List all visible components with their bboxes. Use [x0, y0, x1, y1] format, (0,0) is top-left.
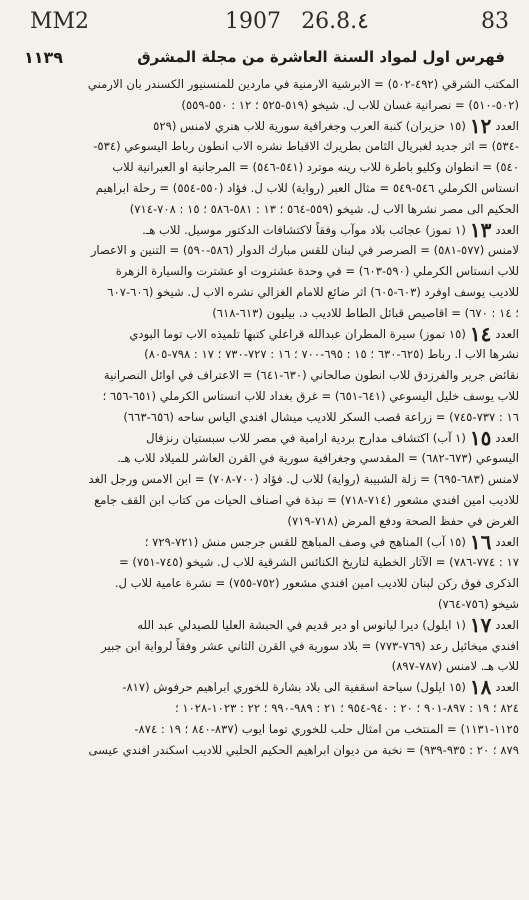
issue-label: العدد [495, 326, 519, 341]
handwritten-date: 26.8.٤ [301, 9, 369, 34]
index-line: (٥٠٢-٥١٠) = نصرانية غسان للاب ل. شيخو (٥١٩-٥٢٥ ؛ ١٢ : ٥٥٠-٥٥٩) [181, 97, 519, 112]
issue-line [8, 532, 519, 553]
issue-entry-text: (١٥ تموز) سيرة المطران عبدالله قراعلي كتبها تلميذه الاب توما البودي [129, 326, 466, 341]
index-line: ١١٢٥-١١٣١) = المنتخب من امثال حلب للخوري توما ايوب (٨٣٧-٨٤٠ ؛ ١٩ : ٨٧٤- [134, 721, 519, 736]
handwritten-shelfmark: MM2 [30, 9, 90, 34]
index-line: ١٦ : ٧٣٧-٧٤٥) = زراعة قصب السكر للاديب ميشال افندي الياس ساحه (٦٥٦-٦٦٣) [123, 409, 519, 424]
issue-entry-text: (١٥ آب) المناهج في وصف المباهج للقس جرجس منش (٧٢١-٧٢٩ ؛ [144, 534, 466, 549]
issue-entry-text: (١٥ ايلول) سياحة اسقفية الى بلاد بشارة للخوري ابراهيم حرفوش (٨١٧- [122, 680, 466, 695]
issue-number: ١٥ [469, 427, 492, 449]
index-line: افندي ميخائيل رعد (٧٦٩-٧٧٣) = بلاد سورية في القرن الثاني عشر وفقاً لرواية ابن جبير [101, 638, 519, 653]
index-line: ١٧ : ٧٧٤-٧٨٦) = الآثار الخطية لتاريخ الكنائس الشرقية للاب ل. شيخو (٧٤٥-٧٥١) = [118, 555, 519, 570]
index-line: -٥٣٤) = اثر جديد لغبريال الثامن بطريرك الاقباط نشره الاب انطون رباط اليسوعي (٥٣٤- [93, 139, 519, 154]
index-line: نشرها الاب ا. رباط (٦٢٥-٦٣٠ ؛ ١٥ : ٦٩٥-٧٠٠ ؛ ١٦ : ٧٢٧-٧٣٠ ؛ ١٧ : ٧٩٨-٨٠٥) [144, 347, 519, 362]
issue-label: العدد [495, 222, 519, 237]
issue-entry-text: (١ آب) اكتشاف مدارج بردية ارامية في مصر للاب سبستيان رنزفال [146, 430, 466, 445]
index-line: ؛ ١٤ : ٦٧٠) = اقاصيص قبائل الطاط للاديب د. بيليون (٦١٣-٦١٨) [212, 305, 519, 320]
issue-number: ١٧ [469, 614, 492, 636]
index-line: شيخو (٧٥٦-٧٦٤) [438, 596, 519, 611]
handwritten-catalog-number: 83 [481, 9, 509, 34]
issue-number: ١٣ [469, 219, 492, 241]
issue-number: ١٤ [469, 323, 492, 345]
handwritten-year: 1907 [225, 9, 281, 34]
index-line: ٨٧٩ ؛ ٢٠ : ٩٣٥-٩٣٩) = نخبة من ديوان ابراهيم الحكيم الحلبي للاديب اسكندر افندي عيسى [88, 742, 519, 757]
index-line: لامنس (٥٧٧-٥٨١) = الصرصر في لبنان للقس مبارك الدوار (٥٨٦-٥٩٠) = التنين و الاعصار [90, 243, 519, 258]
page-title: فهرس اول لمواد السنة العاشرة من مجلة المشرق [137, 48, 505, 66]
index-line: لامنس (٦٨٣-٦٩٥) = زلة الشبيبة (رواية) للاب ل. فؤاد (٧٠٠-٧٠٨) = ابن الامس ورجل الغد [88, 472, 519, 487]
issue-number: ١٨ [469, 677, 492, 698]
issue-number: ١٢ [469, 115, 492, 137]
page-number: ١١٣٩ [24, 47, 64, 67]
index-line: الحكيم الى مصر نشرها الاب ل. شيخو (٥٥٩-٥٦٤ ؛ ١٣ : ٥٨١-٥٨٦ ؛ ١٥ : ٧٠٨-٧١٤) [129, 201, 519, 216]
issue-label: العدد [495, 430, 519, 445]
issue-number: ١٦ [469, 531, 492, 553]
issue-entry-text: (١ تموز) عجائب بلاد موآب وفقاً لاكتشافات الدكتور موسيل. للاب هـ. [142, 222, 466, 237]
index-line: للاب هـ. لامنس (٧٨٧-٨٩٧) [391, 659, 519, 674]
index-line: للاديب امين افندي مشعور (٧١٤-٧١٨) = نبذة في اصناف الحيات من كتاب ابن القف جامع [94, 492, 519, 507]
index-line: انستاس الكرملي ٥٤٦-٥٤٩ = مثال العبر (رواية) للاب ل. فؤاد (٥٥٠-٥٥٤) = رحلة ابراهيم [95, 180, 519, 195]
index-line: ٨٢٤ ؛ ١٩ : ٨٩٧-٩٠١ ؛ ٢٠ : ٩٤٠-٩٥٤ ؛ ٢١ : ٩٨٩-٩٩٠ ؛ ٢٢ : ١٠٢٣-١٠٢٨ ؛ [174, 700, 519, 715]
issue-label: العدد [495, 534, 519, 549]
issue-label: العدد [495, 680, 519, 695]
issue-line [8, 615, 519, 636]
issue-line [8, 116, 519, 137]
index-body [8, 74, 519, 894]
index-line: المكتب الشرقي (٤٩٢-٥٠٢) = الابرشية الارمنية في ماردين للمنسنيور الكسندر بان الارمني [87, 77, 519, 91]
index-line: للاب يوسف خليل اليسوعي (٦٤١-٦٥١) = غرق بغداد للاب انستاس الكرملي (٦٥١-٦٥٦ ؛ [102, 388, 519, 403]
issue-line [8, 677, 519, 698]
issue-label: العدد [495, 617, 519, 632]
index-line: للاب انستاس الكرملي (٥٩٠-٦٠٣) = في وحدة عشتروت او عشترت والسيارة الزهرة [115, 264, 519, 279]
index-line: نقائض جرير والفرزدق للاب انطون صالحاني (٦٣٠-٦٤١) = الاعتراف في اوائل النصرانية [103, 368, 519, 383]
issue-line [8, 324, 519, 345]
issue-entry-text: (١٥ حزيران) كنبة العرب وجغرافية سورية للاب هنري لامنس (٥٢٩ [153, 118, 466, 133]
issue-line [8, 428, 519, 449]
index-line: اليسوعي (٦٧٣-٦٨٢) = المقدسي وجغرافية سورية في القرن العاشر للميلاد للاب هـ. [117, 451, 519, 466]
issue-label: العدد [495, 118, 519, 133]
index-line: ٥٤٠) = انطوان وكليو باطرة للاب رينه موترد (٥٤١-٥٤٦) = المرجانية او العبرانية للاب [112, 160, 519, 175]
issue-line [8, 220, 519, 241]
index-line: للاديب يوسف اوفرد (٦٠٣-٦٠٥) اثر ضائع للامام الغزالي نشره الاب ل. شيخو (٦٠٦-٦٠٧ [107, 284, 519, 299]
index-line: الذكرى فوق ركن لبنان للاديب امين افندي مشعور (٧٥٢-٧٥٥) = نشرة عامية للاب ل. [114, 576, 519, 591]
title-row [24, 44, 505, 70]
issue-entry-text: (١ ايلول) ديرا ليانوس او دير قديم في الحبشة العليا للصيدلي عبد الله [137, 617, 466, 632]
index-line: الغرض في حفظ الصحة ودفع المرض (٧١٨-٧١٩) [287, 513, 519, 528]
